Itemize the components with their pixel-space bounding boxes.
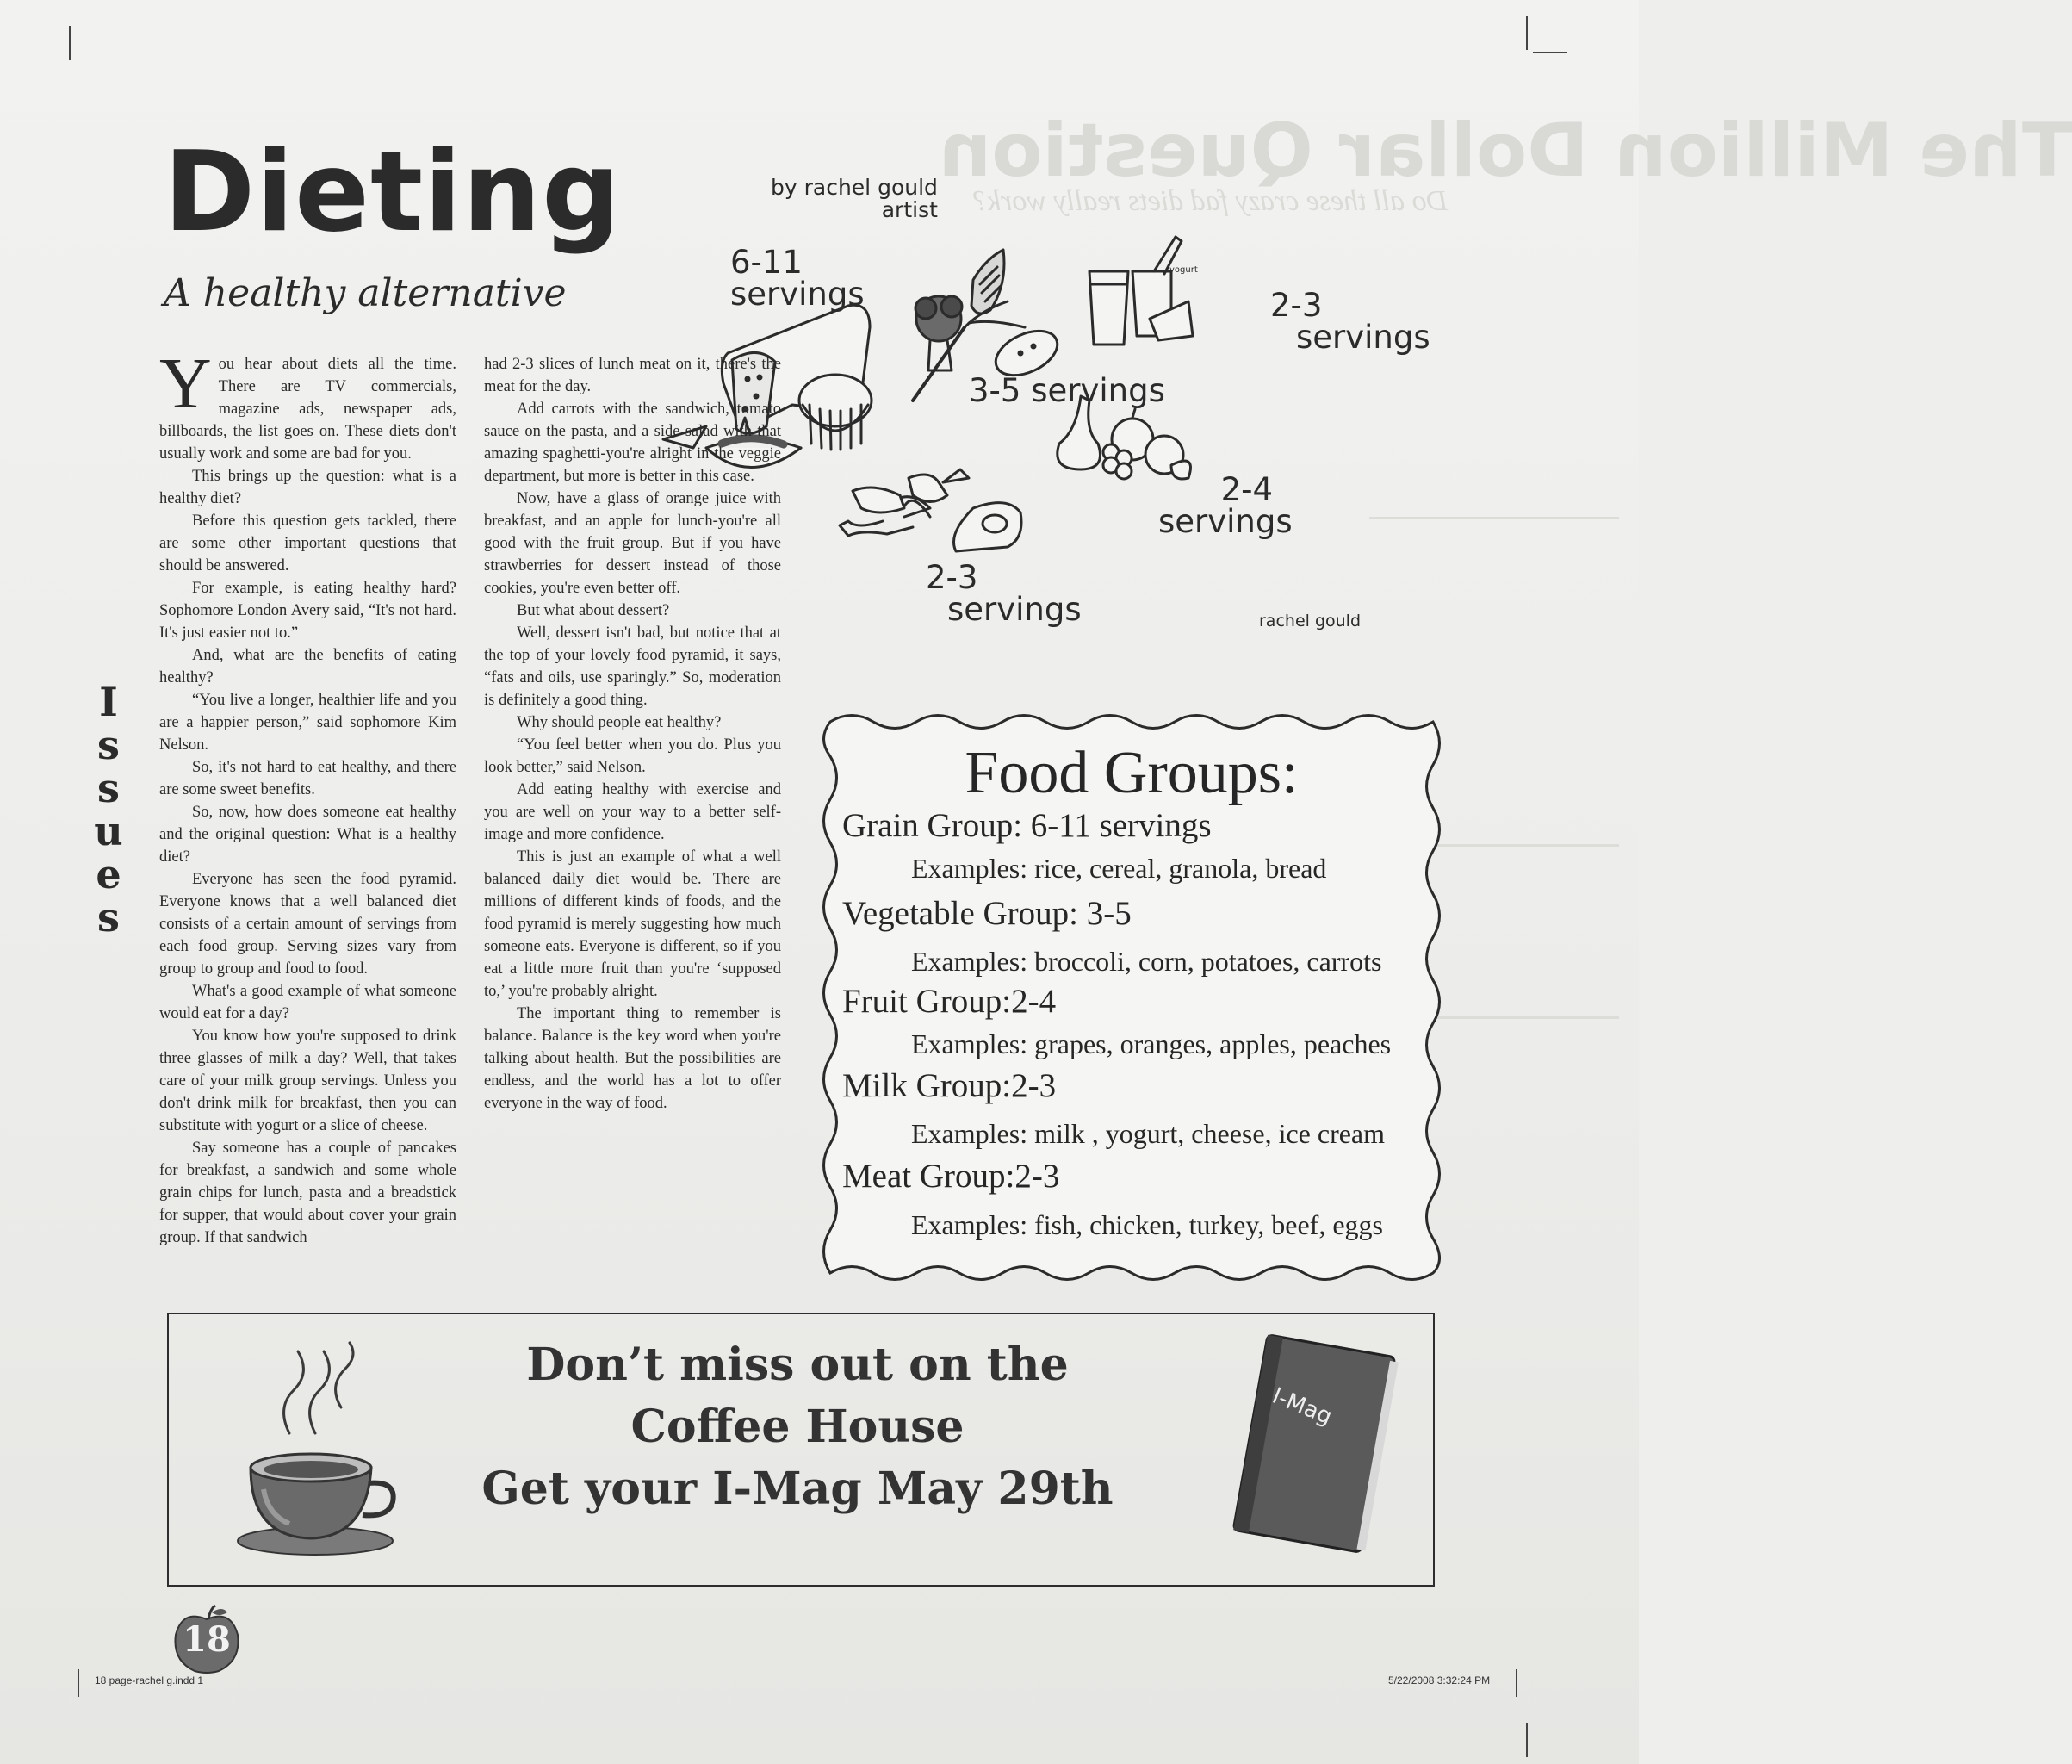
headline-subtitle: A healthy alternative	[164, 271, 567, 315]
drop-cap: Y	[159, 344, 212, 424]
i-mag-book-label: I-Mag	[1268, 1382, 1336, 1431]
article-paragraph: Before this question gets tackled, there are some other important questions that should be answered.	[159, 512, 456, 575]
article-paragraph: But what about dessert?	[517, 602, 670, 619]
milk-group-heading: Milk Group:2-3	[842, 1067, 1057, 1104]
article-paragraph: had 2-3 slices of lunch meat on it, there's the meat for the day.	[484, 356, 781, 395]
coffee-house-ad	[167, 1313, 1435, 1587]
food-groups-box	[813, 705, 1450, 1290]
food-groups-title: Food Groups:	[965, 740, 1299, 806]
article-paragraph: You hear about diets all the time. There are TV commercials, magazine ads, newspaper ads, billboards, the list goes on. These diets don't usually work and some are bad for you.	[159, 344, 456, 463]
article-column-1	[159, 344, 456, 1249]
illustration-credit: rachel gould	[1259, 612, 1362, 630]
crop-mark	[78, 1669, 79, 1697]
grain-group-examples: Examples: rice, cereal, granola, bread	[911, 853, 1327, 884]
section-label-issues	[83, 680, 134, 939]
vegetable-group-heading: Vegetable Group: 3-5	[842, 895, 1132, 932]
article-paragraph: This is just an example of what a well balanced daily diet would be. There are millions of different kinds of foods, and the food pyramid is merely suggesting how much someone eats. Everyone is different, so if you eat a little more fruit than you're ‘supposed to,’ you're probably alright.	[484, 848, 781, 1000]
article-paragraph: “You live a longer, healthier life and you are a happier person,” said sophomore Kim Nelson.	[159, 692, 456, 754]
byline-name: by rachel gould	[771, 175, 938, 200]
article-paragraph: Add carrots with the sandwich, tomato sauce on the pasta, and a side salad with that amazing spaghetti-you're alright in the veggie department, but more is better in this case.	[484, 401, 781, 485]
milk-servings-label: 2-3 servings	[1270, 287, 1430, 356]
article-paragraph: The important thing to remember is balance. Balance is the key word when you're talking about health. But the possibilities are endless, and the world has a lot to offer everyone in the way of food.	[484, 1005, 781, 1112]
article-paragraph: Well, dessert isn't bad, but notice that at the top of your lovely food pyramid, it says, “fats and oils, use sparingly.” So, moderation is definitely a good thing.	[484, 624, 781, 709]
fruit-group-heading: Fruit Group:2-4	[842, 983, 1057, 1020]
meat-group-heading: Meat Group:2-3	[842, 1158, 1060, 1195]
headline: Dieting	[164, 128, 622, 257]
byline-role: artist	[881, 197, 938, 223]
article-paragraph: So, now, how does someone eat healthy and the original question: What is a healthy diet?	[159, 804, 456, 866]
article-paragraph: Everyone has seen the food pyramid. Everyone knows that a well balanced diet consists of a certain amount of servings from each food group. Serving sizes vary from group to group and food to food.	[159, 871, 456, 978]
article-paragraph: Now, have a glass of orange juice with breakfast, and an apple for lunch-you're all good with the fruit group. But if you have strawberries for dessert instead of those cookies, you're even better off.	[484, 490, 781, 597]
crop-mark	[1526, 16, 1528, 50]
article-paragraph: Why should people eat healthy?	[517, 714, 722, 731]
article-paragraph: Say someone has a couple of pancakes for breakfast, a sandwich and some whole grain chips for lunch, pasta and a breadstick for supper, that would about cover your grain group. If that sandwich	[159, 1140, 456, 1246]
grain-group-heading: Grain Group: 6-11 servings	[842, 807, 1212, 844]
meat-group-examples: Examples: fish, chicken, turkey, beef, eggs	[911, 1209, 1383, 1240]
slug-left: 18 page-rachel g.indd 1	[95, 1674, 204, 1686]
i-mag-book-icon	[1228, 1332, 1383, 1556]
article-paragraph: So, it's not hard to eat healthy, and there are some sweet benefits.	[159, 759, 456, 798]
i-mag-book-cover	[1228, 1332, 1400, 1564]
bleed-through-title: The Million Dollar Question	[939, 108, 2072, 194]
section-letter: u	[94, 808, 123, 854]
meat-servings-label: 2-3 servings	[926, 559, 1082, 628]
milk-group-examples: Examples: milk , yogurt, cheese, ice cream	[911, 1118, 1386, 1149]
milk-glass-icon	[1089, 237, 1193, 345]
crop-mark	[1526, 1723, 1528, 1757]
slug-right: 5/22/2008 3:32:24 PM	[1388, 1674, 1491, 1686]
ad-line-2: Coffee House	[630, 1401, 965, 1453]
crop-mark	[1516, 1669, 1517, 1697]
vegetable-group-examples: Examples: broccoli, corn, potatoes, carrots	[911, 946, 1382, 977]
article-paragraph: What's a good example of what someone would eat for a day?	[159, 983, 456, 1022]
bread-roll-icon	[799, 375, 872, 450]
article-paragraph: For example, is eating healthy hard? Sophomore London Avery said, “It's not hard. It's just easier not to.”	[159, 580, 456, 642]
fruit-group-examples: Examples: grapes, oranges, apples, peaches	[911, 1028, 1392, 1059]
section-letter: e	[96, 851, 121, 898]
section-letter: s	[97, 765, 120, 811]
section-letter: s	[97, 894, 120, 941]
article-paragraph: Add eating healthy with exercise and you are well on your way to a better self-image and more confidence.	[484, 781, 781, 843]
byline	[771, 177, 938, 222]
vegetable-servings-label: 3-5 servings	[969, 372, 1165, 409]
page-number: 18	[183, 1619, 231, 1660]
crop-mark	[1533, 52, 1567, 53]
article-column-2	[484, 353, 781, 1115]
fruit-servings-label: 2-4 servings	[1158, 471, 1293, 540]
ad-line-1: Don’t miss out on the	[526, 1339, 1069, 1391]
meat-icon	[840, 469, 1021, 551]
article-paragraph: This brings up the question: what is a healthy diet?	[159, 468, 456, 507]
article-paragraph: “You feel better when you do. Plus you look better,” said Nelson.	[484, 736, 781, 776]
section-letter: I	[99, 679, 118, 725]
page-number-badge	[171, 1604, 243, 1676]
article-paragraph: And, what are the benefits of eating healthy?	[159, 647, 456, 686]
crop-mark	[69, 26, 71, 60]
bleed-through-subtitle: Do all these crazy fad diets really work?	[973, 185, 1449, 217]
coffee-cup-icon	[229, 1339, 401, 1562]
ad-line-3: Get your I-Mag May 29th	[481, 1463, 1114, 1515]
article-paragraph: You know how you're supposed to drink three glasses of milk a day? Well, that takes care of your milk group servings. Unless you don't drink milk for breakfast, then you can substitute with yogurt or a slice of cheese.	[159, 1028, 456, 1134]
section-letter: s	[97, 722, 120, 768]
yogurt-label: yogurt	[1169, 265, 1198, 275]
grain-servings-label: 6-11 servings	[730, 244, 865, 313]
